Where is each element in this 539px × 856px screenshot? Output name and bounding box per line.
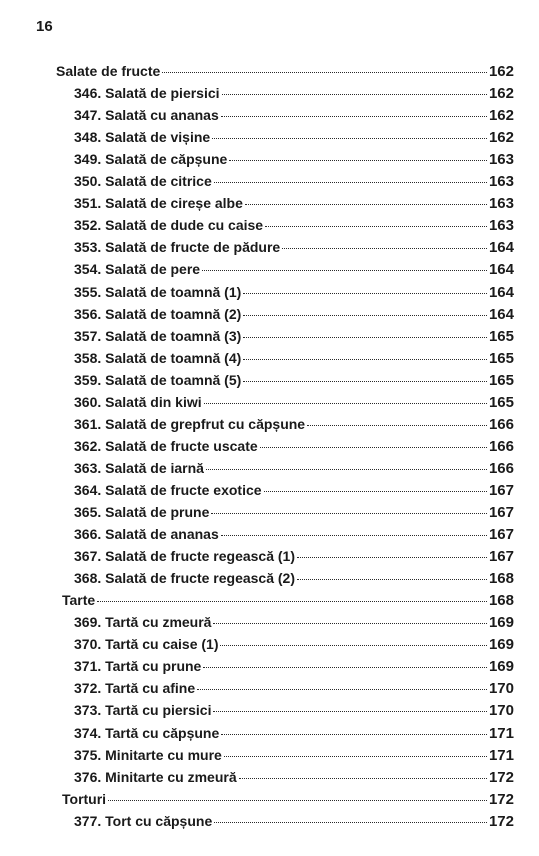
entry-page-number: 162	[488, 107, 514, 125]
toc-entry	[74, 614, 514, 636]
toc-entry	[74, 725, 514, 747]
entry-title: 372. Tartă cu afine	[74, 680, 196, 697]
entry-title: 369. Tartă cu zmeură	[74, 614, 212, 631]
toc-entry	[74, 769, 514, 791]
toc-entry	[74, 548, 514, 570]
toc-entry	[74, 504, 514, 526]
entry-page-number: 169	[488, 614, 514, 632]
toc-entry	[74, 129, 514, 151]
toc-entry	[74, 747, 514, 769]
entry-page-number: 167	[488, 526, 514, 544]
toc-entry	[74, 284, 514, 306]
entry-title: Torturi	[62, 790, 107, 807]
entry-title: 364. Salată de fructe exotice	[74, 481, 262, 498]
entry-page-number: 165	[488, 327, 514, 345]
entry-page-number: 164	[488, 283, 514, 301]
entry-title: 367. Salată de fructe regească (1)	[74, 548, 296, 565]
entry-page-number: 169	[488, 658, 514, 676]
dot-leader	[203, 667, 487, 668]
entry-title: 357. Salată de toamnă (3)	[74, 327, 242, 344]
entry-title: 360. Salată din kiwi	[74, 393, 202, 410]
dot-leader	[243, 293, 487, 294]
toc-entry	[74, 195, 514, 217]
entry-page-number: 163	[488, 151, 514, 169]
entry-title: Salate de fructe	[56, 63, 161, 79]
dot-leader	[265, 226, 487, 227]
toc-entry	[74, 85, 514, 107]
toc-entry	[74, 350, 514, 372]
entry-page-number: 166	[488, 459, 514, 477]
toc-entry	[74, 570, 514, 592]
entry-title: 376. Minitarte cu zmeură	[74, 768, 237, 785]
entry-title: 368. Salată de fructe regească (2)	[74, 570, 296, 587]
entry-title: 359. Salată de toamnă (5)	[74, 371, 242, 388]
dot-leader	[214, 822, 487, 823]
dot-leader	[204, 403, 487, 404]
toc-entry	[74, 636, 514, 658]
entry-page-number: 166	[488, 415, 514, 433]
entry-title: 366. Salată de ananas	[74, 526, 219, 543]
dot-leader	[282, 248, 487, 249]
entry-title: 346. Salată de piersici	[74, 85, 220, 102]
entry-title: Tarte	[62, 592, 96, 609]
dot-leader	[243, 359, 487, 360]
dot-leader	[264, 491, 487, 492]
entry-title: 362. Salată de fructe uscate	[74, 437, 258, 454]
dot-leader	[97, 601, 487, 602]
dot-leader	[229, 160, 487, 161]
entry-page-number: 170	[488, 680, 514, 698]
toc-section	[62, 791, 514, 813]
entry-page-number: 172	[488, 812, 514, 830]
entry-title: 365. Salată de prune	[74, 504, 210, 520]
toc-section	[56, 63, 514, 85]
dot-leader	[214, 182, 487, 183]
dot-leader	[243, 337, 487, 338]
entry-page-number: 168	[488, 592, 514, 610]
entry-page-number: 165	[488, 349, 514, 367]
toc-entry	[74, 813, 514, 835]
dot-leader	[297, 579, 487, 580]
toc-entry	[74, 438, 514, 460]
toc-section	[62, 592, 514, 614]
entry-page-number: 165	[488, 371, 514, 389]
dot-leader	[260, 447, 487, 448]
entry-page-number: 171	[488, 746, 514, 764]
entry-title: 353. Salată de fructe de pădure	[74, 239, 281, 256]
entry-title: 348. Salată de vișine	[74, 129, 211, 146]
toc-entry	[74, 261, 514, 283]
dot-leader	[243, 315, 487, 316]
entry-title: 355. Salată de toamnă (1)	[74, 283, 242, 300]
dot-leader	[239, 778, 487, 779]
toc-entry	[74, 151, 514, 173]
entry-page-number: 167	[488, 504, 514, 521]
toc-entry	[74, 702, 514, 724]
entry-page-number: 162	[488, 129, 514, 147]
entry-page-number: 168	[488, 570, 514, 588]
toc-entry	[74, 416, 514, 438]
entry-page-number: 162	[488, 85, 514, 103]
dot-leader	[202, 270, 487, 271]
entry-title: 374. Tartă cu căpșune	[74, 724, 220, 741]
dot-leader	[212, 138, 487, 139]
entry-page-number: 162	[488, 63, 514, 80]
toc-entry	[74, 482, 514, 504]
entry-title: 354. Salată de pere	[74, 261, 201, 278]
entry-page-number: 170	[488, 702, 514, 720]
entry-page-number: 164	[488, 239, 514, 257]
entry-page-number: 164	[488, 261, 514, 279]
entry-title: 352. Salată de dude cu caise	[74, 217, 264, 234]
entry-page-number: 167	[488, 548, 514, 566]
dot-leader	[108, 800, 487, 801]
toc-entry	[74, 239, 514, 261]
entry-title: 375. Minitarte cu mure	[74, 746, 222, 763]
dot-leader	[243, 381, 487, 382]
entry-page-number: 167	[488, 481, 514, 499]
entry-title: 349. Salată de căpșune	[74, 151, 228, 168]
toc-entry	[74, 460, 514, 482]
dot-leader	[220, 645, 486, 646]
dot-leader	[162, 72, 487, 73]
dot-leader	[307, 425, 487, 426]
toc-entry	[74, 680, 514, 702]
entry-title: 361. Salată de grepfrut cu căpșune	[74, 415, 306, 432]
entry-page-number: 172	[488, 768, 514, 786]
dot-leader	[245, 204, 487, 205]
entry-page-number: 166	[488, 437, 514, 455]
entry-page-number: 171	[488, 724, 514, 742]
dot-leader	[221, 734, 487, 735]
dot-leader	[224, 756, 487, 757]
dot-leader	[213, 711, 486, 712]
entry-title: 358. Salată de toamnă (4)	[74, 349, 242, 366]
entry-page-number: 169	[488, 636, 514, 654]
toc-entry	[74, 173, 514, 195]
toc-entry	[74, 306, 514, 328]
entry-title: 377. Tort cu căpșune	[74, 812, 213, 829]
entry-page-number: 165	[488, 393, 514, 411]
entry-title: 373. Tartă cu piersici	[74, 702, 212, 719]
dot-leader	[221, 116, 487, 117]
toc-entry	[74, 526, 514, 548]
dot-leader	[197, 689, 487, 690]
entry-title: 356. Salată de toamnă (2)	[74, 305, 242, 322]
dot-leader	[211, 513, 487, 514]
toc-entry	[74, 107, 514, 129]
dot-leader	[206, 469, 487, 470]
dot-leader	[221, 535, 487, 536]
entry-page-number: 163	[488, 217, 514, 235]
dot-leader	[222, 94, 487, 95]
toc-entry	[74, 394, 514, 416]
dot-leader	[213, 623, 486, 624]
toc-entry	[74, 217, 514, 239]
entry-title: 347. Salată cu ananas	[74, 107, 219, 124]
toc-entry	[74, 658, 514, 680]
entry-title: 370. Tartă cu caise (1)	[74, 636, 219, 653]
entry-page-number: 172	[488, 790, 514, 808]
dot-leader	[297, 557, 487, 558]
entry-title: 371. Tartă cu prune	[74, 658, 202, 675]
entry-title: 363. Salată de iarnă	[74, 459, 204, 476]
toc-entry	[74, 372, 514, 394]
entry-page-number: 163	[488, 195, 514, 213]
entry-page-number: 163	[488, 173, 514, 191]
toc-entry	[74, 328, 514, 350]
entry-title: 350. Salată de citrice	[74, 173, 212, 190]
page-number: 16	[36, 18, 53, 35]
entry-page-number: 164	[488, 305, 514, 323]
entry-title: 351. Salată de cireșe albe	[74, 195, 243, 212]
